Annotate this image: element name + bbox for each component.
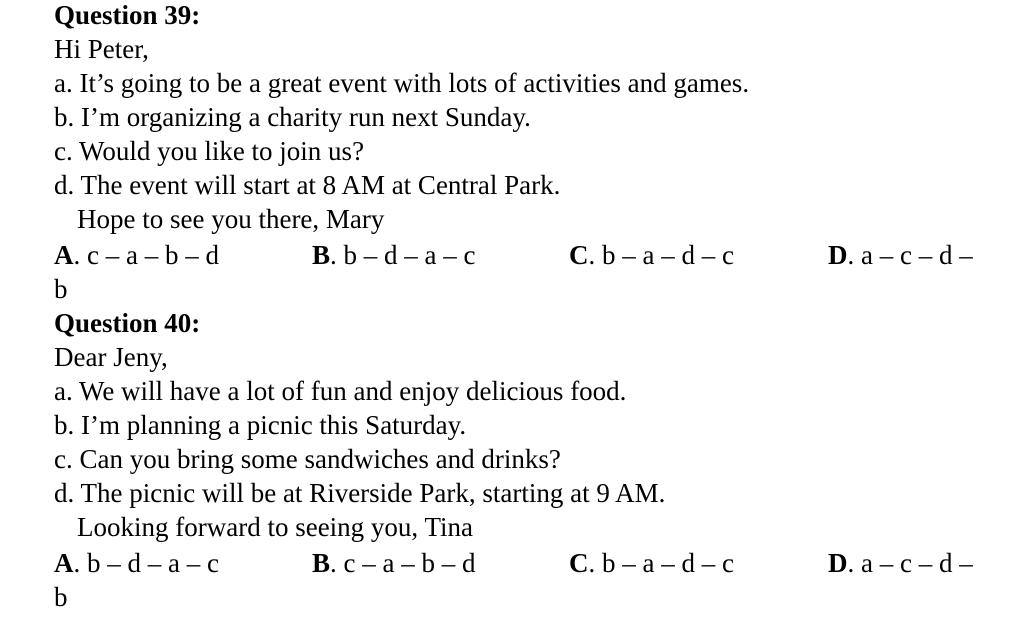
question-40-option-b[interactable] [312,546,475,580]
question-39-line-d: d. The event will start at 8 AM at Central Park. [54,170,561,200]
question-40-closing: Looking forward to seeing you, Tina [77,512,473,542]
question-40-option-d[interactable] [828,546,973,580]
question-40-line-d: d. The picnic will be at Riverside Park, starting at 9 AM. [54,478,666,508]
option-letter: D [828,548,848,578]
option-text: . b – d – a – c [330,240,476,270]
question-40-option-a[interactable] [54,546,219,580]
question-39-line-a: a. It’s going to be a great event with lots of activities and games. [54,68,750,98]
option-text: . a – c – d – [847,240,973,270]
question-39-closing: Hope to see you there, Mary [77,204,385,234]
option-letter: C [569,548,589,578]
option-text: . b – a – d – c [588,240,734,270]
question-39-line-c: c. Would you like to join us? [54,136,365,166]
question-39-line-b: b. I’m organizing a charity run next Sunday. [54,102,531,132]
question-39-title: Question 39: [54,0,201,30]
question-39-option-d[interactable] [828,238,973,272]
option-letter: A [54,548,74,578]
question-39-option-d-wrap: b [54,274,68,304]
option-text: . b – d – a – c [73,548,219,578]
question-40-line-a: a. We will have a lot of fun and enjoy delicious food. [54,376,627,406]
question-40-option-d-wrap: b [54,582,68,612]
question-39-option-b[interactable] [312,238,475,272]
option-letter: A [54,240,74,270]
question-39-greeting: Hi Peter, [54,34,149,64]
question-39-option-c[interactable] [569,238,734,272]
question-40-title: Question 40: [54,308,201,338]
option-letter: B [312,548,331,578]
question-40-line-c: c. Can you bring some sandwiches and drinks? [54,444,561,474]
option-letter: C [569,240,589,270]
option-text: . a – c – d – [847,548,973,578]
question-40-greeting: Dear Jeny, [54,342,168,372]
question-39-option-a[interactable] [54,238,219,272]
option-text: . c – a – b – d [73,240,219,270]
question-40-line-b: b. I’m planning a picnic this Saturday. [54,410,467,440]
option-text: . b – a – d – c [588,548,734,578]
option-letter: D [828,240,848,270]
question-40-option-c[interactable] [569,546,734,580]
option-letter: B [312,240,331,270]
option-text: . c – a – b – d [330,548,476,578]
